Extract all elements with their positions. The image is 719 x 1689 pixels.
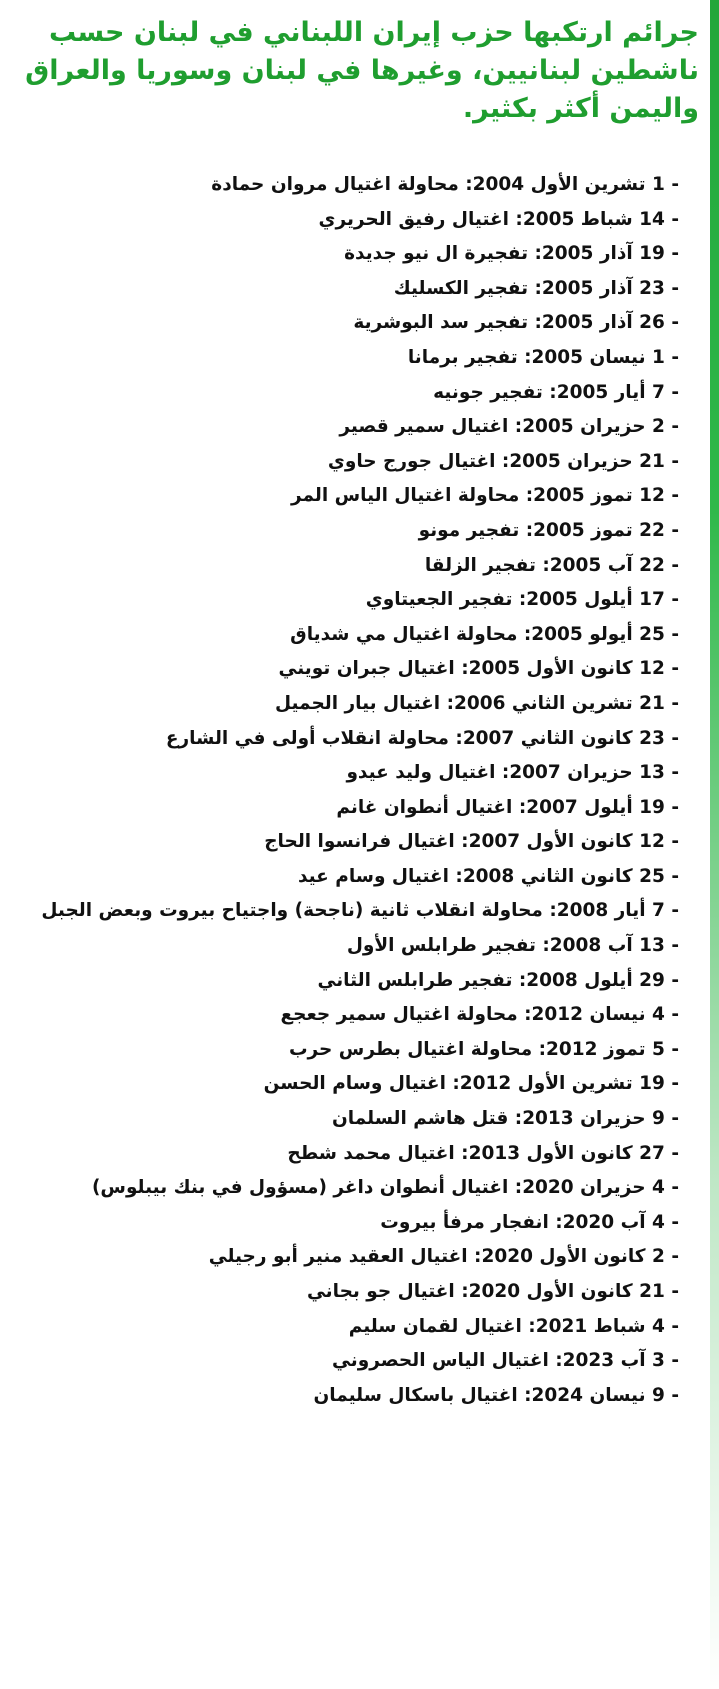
- list-item: - 4 حزيران 2020: اغتيال أنطوان داغر (مسؤول في بنك بيبلوس): [91, 1177, 679, 1199]
- list-item: - 4 شباط 2021: اغتيال لقمان سليم: [348, 1315, 679, 1337]
- list-item: - 12 تموز 2005: محاولة اغتيال الياس المر: [290, 485, 679, 507]
- list-item: - 19 أيلول 2007: اغتيال أنطوان غانم: [336, 796, 679, 818]
- list-item: - 2 حزيران 2005: اغتيال سمير قصير: [339, 416, 679, 438]
- list-item: - 7 أيار 2008: محاولة انقلاب ثانية (ناجحة) واجتياح بيروت وبعض الجبل: [41, 900, 679, 922]
- list-item: - 25 أيولو 2005: محاولة اغتيال مي شدياق: [290, 623, 679, 645]
- list-item: - 1 نيسان 2005: تفجير برمانا: [407, 346, 679, 368]
- list-item: - 21 تشرين الثاني 2006: اغتيال بيار الجميل: [274, 692, 679, 714]
- list-item: - 29 أيلول 2008: تفجير طرابلس الثاني: [317, 969, 679, 991]
- list-item: - 9 نيسان 2024: اغتيال باسكال سليمان: [313, 1384, 679, 1406]
- list-item: - 5 تموز 2012: محاولة اغتيال بطرس حرب: [288, 1038, 679, 1060]
- list-item: - 17 أيلول 2005: تفجير الجعيتاوي: [365, 589, 679, 611]
- list-item: - 4 آب 2020: انفجار مرفأ بيروت: [380, 1211, 679, 1233]
- list-item: - 21 حزيران 2005: اغتيال جورج حاوي: [327, 450, 679, 472]
- list-item: - 23 آذار 2005: تفجير الكسليك: [393, 277, 679, 299]
- list-item: - 26 آذار 2005: تفجير سد البوشرية: [353, 312, 679, 334]
- list-item: - 22 آب 2005: تفجير الزلقا: [424, 554, 679, 576]
- list-item: - 7 أيار 2005: تفجير جونيه: [433, 381, 679, 403]
- list-item: - 22 تموز 2005: تفجير مونو: [418, 519, 679, 541]
- list-item: - 12 كانون الأول 2007: اغتيال فرانسوا الحاج: [264, 831, 679, 853]
- list-item: - 1 تشرين الأول 2004: محاولة اغتيال مروان حمادة: [211, 174, 679, 195]
- list-item: - 21 كانون الأول 2020: اغتيال جو بجاني: [306, 1281, 679, 1302]
- list-item: - 13 حزيران 2007: اغتيال وليد عيدو: [346, 762, 679, 784]
- list-item: - 19 تشرين الأول 2012: اغتيال وسام الحسن: [263, 1073, 679, 1095]
- list-item: - 25 كانون الثاني 2008: اغتيال وسام عيد: [297, 865, 679, 887]
- list-item: - 14 شباط 2005: اغتيال رفيق الحريري: [318, 208, 679, 230]
- list-item: - 4 نيسان 2012: محاولة اغتيال سمير جعجع: [280, 1004, 679, 1026]
- list-item: - 19 آذار 2005: تفجيرة ال نيو جديدة: [344, 243, 679, 265]
- list-item: - 13 آب 2008: تفجير طرابلس الأول: [346, 935, 679, 957]
- green-accent-bar: [710, 0, 719, 1689]
- list-item: - 2 كانون الأول 2020: اغتيال العقيد منير أبو رجيلي: [208, 1246, 679, 1268]
- list-item: - 23 كانون الثاني 2007: محاولة انقلاب أولى في الشارع: [165, 727, 679, 749]
- list-item: - 9 حزيران 2013: قتل هاشم السلمان: [332, 1108, 679, 1130]
- list-item: - 3 آب 2023: اغتيال الياس الحصروني: [332, 1350, 679, 1372]
- list-item: - 27 كانون الأول 2013: اغتيال محمد شطح: [287, 1142, 679, 1164]
- list-item: - 12 كانون الأول 2005: اغتيال جبران تويني: [278, 658, 679, 680]
- page-title: جرائم ارتكبها حزب إيران اللبناني في لبنان حسب ناشطين لبنانيين، وغيرها في لبنان وسوريا والعراق واليمن أكثر بكثير.: [25, 17, 699, 124]
- crimes-list: [29, 168, 679, 1413]
